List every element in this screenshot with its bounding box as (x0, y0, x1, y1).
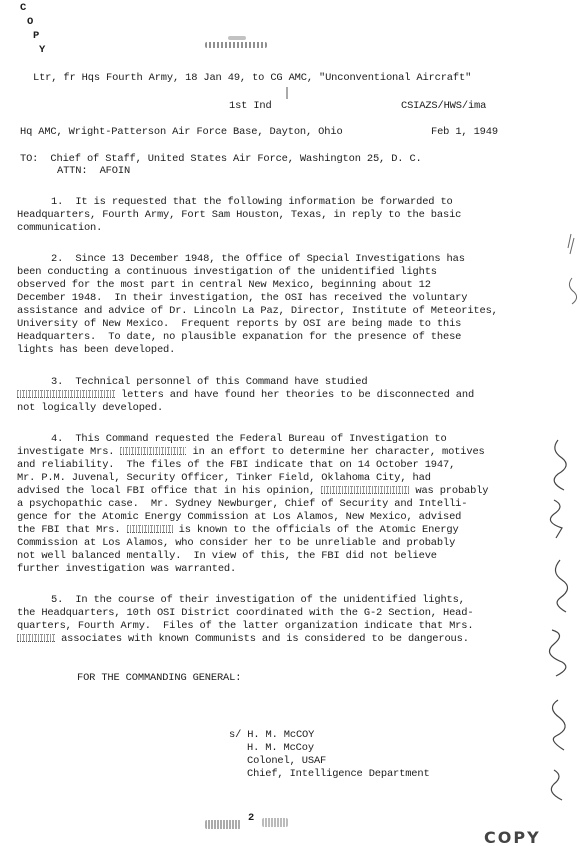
paragraph-4-line: the FBI that Mrs. is known to the officials of the Atomic Energy (17, 524, 459, 536)
ink-smudge (262, 818, 288, 827)
margin-mark (562, 228, 580, 348)
paragraph-4-line: investigate Mrs. in an effort to determine her character, motives (17, 446, 485, 458)
paragraph-4-line: 4. This Command requested the Federal Bureau of Investigation to (51, 433, 447, 445)
page-number: 2 (248, 812, 255, 824)
paragraph-4-line: further investigation was warranted. (17, 563, 237, 575)
paragraph-1-line: communication. (17, 222, 103, 234)
file-reference: CSIAZS/HWS/ima (401, 100, 487, 112)
paragraph-4-line: Mr. P.M. Juvenal, Security Officer, Tinker Field, Oklahoma City, had (17, 472, 431, 484)
paragraph-2-line: assistance and advice of Dr. Lincoln La Paz, Director, Institute of Meteorites, (17, 305, 498, 317)
paragraph-4-line: gence for the Atomic Energy Commission at Los Alamos, New Mexico, advised (17, 511, 462, 523)
redaction-mark-top (205, 42, 267, 48)
copy-letter-o: O (27, 16, 34, 28)
ink-smudge (228, 36, 246, 40)
redacted-name (321, 486, 409, 494)
signature-title: Chief, Intelligence Department (247, 768, 430, 780)
paragraph-2-line: December 1948. In their investigation, the OSI has received the voluntary (17, 292, 468, 304)
signature-s-line: s/ H. M. McCOY (229, 729, 315, 741)
letter-reference-line: Ltr, fr Hqs Fourth Army, 18 Jan 49, to CG AMC, "Unconventional Aircraft" (33, 72, 472, 84)
paragraph-2-line: University of New Mexico. Frequent reports by OSI are being made to this (17, 318, 462, 330)
paragraph-5-line: quarters, Fourth Army. Files of the latter organization indicate that Mrs. (17, 620, 474, 632)
paragraph-4-line: a psychopathic case. Mr. Sydney Newburger, Chief of Security and Intelli- (17, 498, 468, 510)
paragraph-4-line: not well balanced mentally. In view of this, the FBI did not believe (17, 550, 437, 562)
ink-smudge (205, 820, 241, 829)
copy-letter-y: Y (39, 44, 46, 56)
paragraph-4-line: and reliability. The files of the FBI indicate that on 14 October 1947, (17, 459, 456, 471)
paragraph-5-line: the Headquarters, 10th OSI District coordinated with the G-2 Section, Head- (17, 607, 474, 619)
signature-rank: Colonel, USAF (247, 755, 327, 767)
closing-line: FOR THE COMMANDING GENERAL: (77, 672, 242, 684)
paragraph-1-line: 1. It is requested that the following information be forwarded to (51, 196, 453, 208)
paragraph-2-line: observed for the most part in central New Mexico, beginning about 12 (17, 279, 431, 291)
paragraph-3-line: 3. Technical personnel of this Command have studied (51, 376, 368, 388)
paragraph-2-line: lights has been developed. (17, 344, 176, 356)
paragraph-5-line: associates with known Communists and is considered to be dangerous. (17, 633, 469, 646)
paragraph-3-line: not logically developed. (17, 402, 164, 414)
redacted-name (120, 447, 186, 455)
redacted-name (17, 390, 115, 398)
indorsement-label: 1st Ind (229, 100, 272, 112)
paragraph-4-line: advised the local FBI office that in his opinion, was probably (17, 485, 489, 497)
redacted-name (127, 525, 173, 533)
to-line: TO: Chief of Staff, United States Air Force, Washington 25, D. C. (20, 153, 422, 165)
date-line: Feb 1, 1949 (431, 126, 498, 138)
paragraph-1-line: Headquarters, Fourth Army, Fort Sam Houston, Texas, in reply to the basic (17, 209, 462, 221)
paragraph-2-line: 2. Since 13 December 1948, the Office of Special Investigations has (51, 253, 465, 265)
ink-tick-mark (282, 86, 292, 100)
paragraph-3-line: letters and have found her theories to be disconnected and (17, 389, 474, 402)
paragraph-4-line: Commission at Los Alamos, who consider her to be unreliable and probably (17, 537, 456, 549)
signature-name: H. M. McCoy (247, 742, 314, 754)
redacted-name (17, 634, 55, 642)
copy-letter-p: P (33, 30, 40, 42)
paragraph-2-line: been conducting a continuous investigation of the unidentified lights (17, 266, 437, 278)
margin-handwriting (536, 420, 580, 820)
paragraph-5-line: 5. In the course of their investigation of the unidentified lights, (51, 594, 465, 606)
from-line: Hq AMC, Wright-Patterson Air Force Base, Dayton, Ohio (20, 126, 343, 138)
attn-line: ATTN: AFOIN (57, 165, 131, 177)
paragraph-2-line: Headquarters. To date, no plausible expanation for the presence of these (17, 331, 462, 343)
copy-stamp: COPY (484, 828, 541, 846)
copy-letter-c: C (20, 2, 27, 14)
